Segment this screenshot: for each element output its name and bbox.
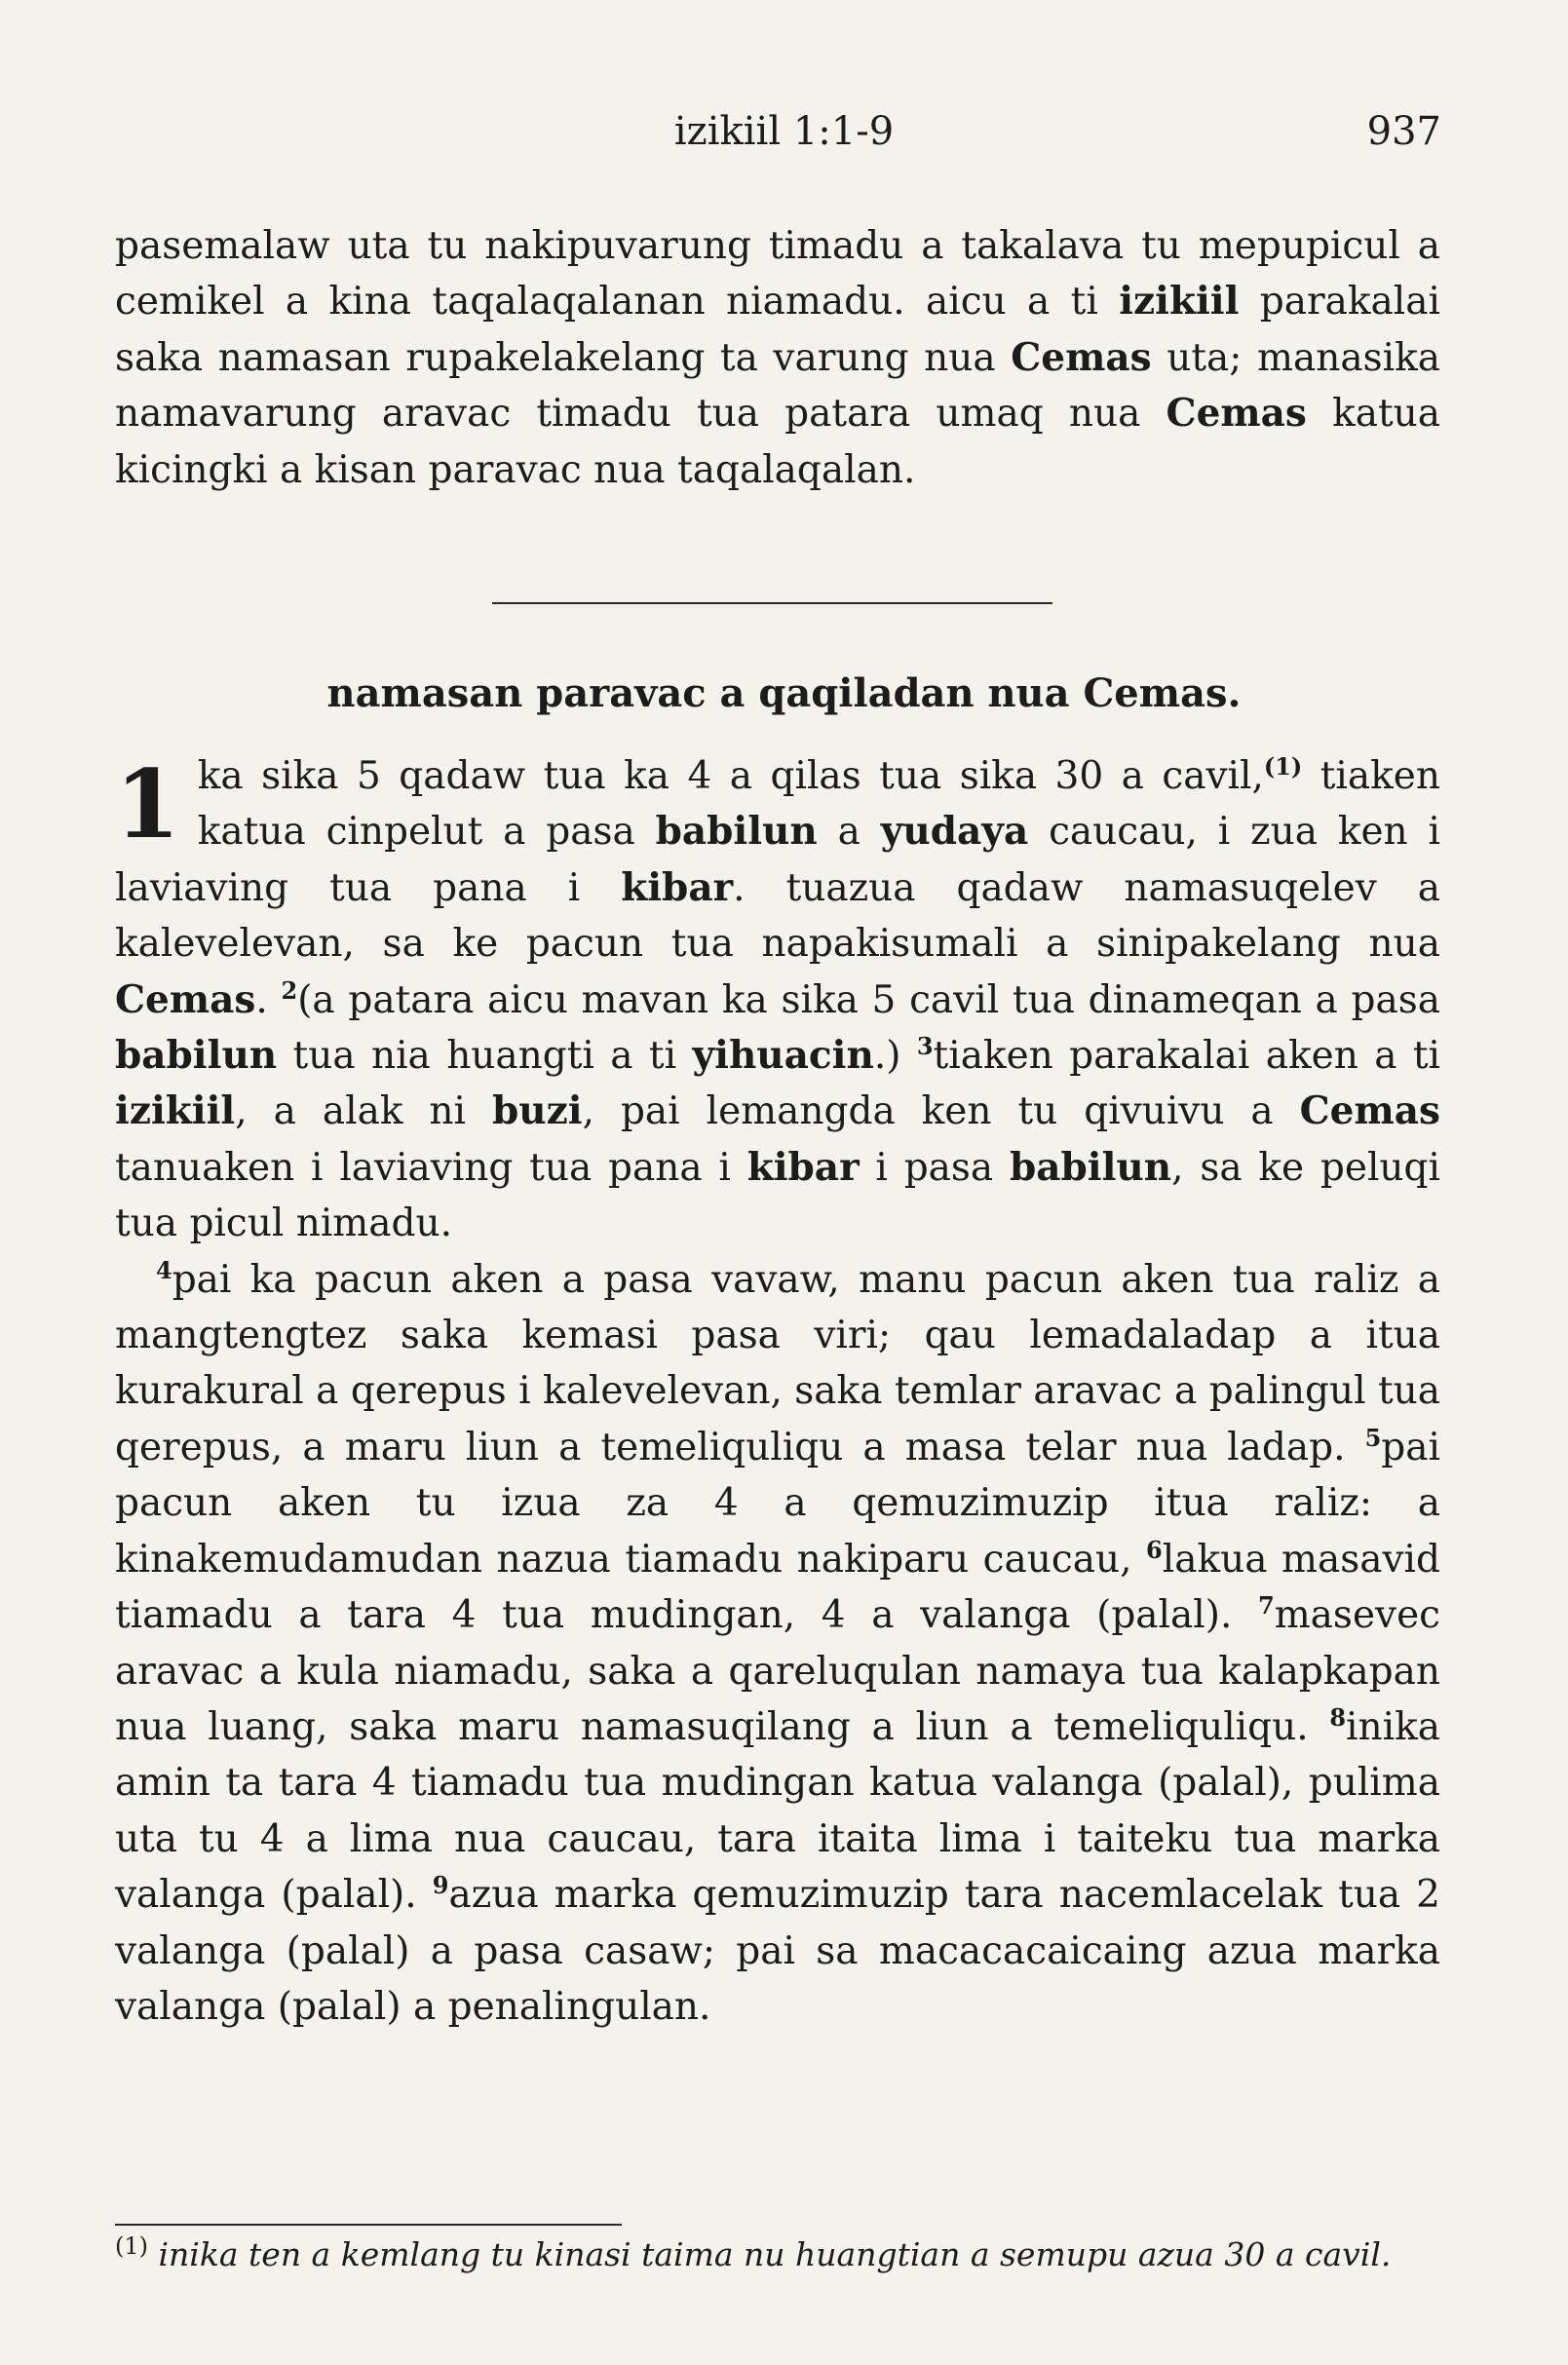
text-run: , sa ke peluqi tua picul nimadu. bbox=[115, 1145, 1440, 1246]
bold-term: buzi bbox=[491, 1088, 583, 1134]
footnote-marker: (1) bbox=[115, 2232, 148, 2260]
text-run: tiaken katua cinpelut a pasa bbox=[197, 754, 1440, 855]
bold-term: babilun bbox=[115, 1033, 278, 1079]
verse-number: 6 bbox=[1146, 1535, 1163, 1564]
text-run: tua nia huangti a ti bbox=[277, 1034, 693, 1079]
verse-number: 9 bbox=[432, 1871, 449, 1900]
bold-term: izikiil bbox=[115, 1088, 236, 1134]
verse-number: 7 bbox=[1258, 1591, 1275, 1621]
text-run: , a alak ni bbox=[235, 1089, 492, 1134]
bold-term: babilun bbox=[1009, 1144, 1172, 1190]
bold-term: yihuacin bbox=[692, 1033, 874, 1079]
verse-number: 5 bbox=[1364, 1423, 1382, 1452]
text-run: ka sika 5 qadaw tua ka 4 a qilas tua sika 30 a cavil, bbox=[197, 754, 1264, 798]
text-run: . bbox=[255, 977, 282, 1022]
text-run: tiaken parakalai aken a ti bbox=[933, 1034, 1440, 1079]
text-run: .) bbox=[873, 1034, 917, 1079]
text-run: uta; manasika namavarung aravac timadu tua patara umaq nua bbox=[115, 335, 1440, 437]
chapter-number: 1 bbox=[115, 749, 180, 859]
bold-term: babilun bbox=[655, 809, 818, 855]
text-run: , pai lemangda ken tu qivuivu a bbox=[582, 1089, 1300, 1134]
text-run: pasemalaw uta tu nakipuvarung timadu a takalava tu mepupicul a cemikel a kina taqalaqalanan niamadu. aicu a ti bbox=[115, 224, 1440, 324]
text-run: inika amin ta tara 4 tiamadu tua mudingan katua valanga (palal), pulima uta tu 4 a lima nua caucau, tara itaita lima i taiteku tua marka valanga (palal). bbox=[115, 1704, 1440, 1918]
verse-number: 2 bbox=[281, 975, 298, 1005]
bold-term: kibar bbox=[621, 864, 734, 910]
footnote-rule bbox=[115, 2224, 622, 2226]
text-run: . tuazua qadaw namasuqelev a kalevelevan, sa ke pacun tua napakisumali a sinipakelang nua bbox=[115, 865, 1440, 967]
bold-term: Cemas bbox=[1011, 334, 1152, 380]
section-divider bbox=[492, 602, 1052, 604]
bold-term: yudaya bbox=[880, 809, 1029, 855]
text-run: pai pacun aken tu izua za 4 a qemuzimuzip itua raliz: a kinakemudamudan nazua tiamadu nakiparu caucau, bbox=[115, 1425, 1440, 1582]
page-number: 937 bbox=[1366, 109, 1441, 154]
bold-term: Cemas bbox=[1166, 391, 1307, 437]
verse-number: (1) bbox=[1263, 752, 1303, 781]
bold-term: Cemas bbox=[1299, 1088, 1440, 1134]
intro-paragraph bbox=[115, 218, 1440, 498]
text-run: pai ka pacun aken a pasa vavaw, manu pacun aken tua raliz a mangtengtez saka kemasi pasa viri; qau lemadaladap a itua kurakural a qerepus i kalevelevan, saka temlar aravac a palingul tua qerepus, a maru liun a temeliquliqu a masa telar nua ladap. bbox=[115, 1257, 1440, 1469]
verse-number: 8 bbox=[1329, 1702, 1347, 1732]
footnote-text: inika ten a kemlang tu kinasi taima nu huangtian a semupu azua 30 a cavil. bbox=[158, 2235, 1392, 2273]
text-run: a bbox=[817, 810, 881, 855]
bold-term: kibar bbox=[746, 1144, 860, 1190]
text-run: masevec aravac a kula niamadu, saka a qareluqulan namaya tua kalapkapan nua luang, saka maru namasuqilang a liun a temeliquliqu. bbox=[115, 1593, 1440, 1749]
bold-term: Cemas bbox=[115, 976, 256, 1022]
text-run: parakalai saka namasan rupakelakelang ta varung nua bbox=[115, 280, 1440, 380]
verse-paragraph-2 bbox=[115, 1252, 1440, 2036]
text-run: (a patara aicu mavan ka sika 5 cavil tua dinameqan a pasa bbox=[297, 977, 1441, 1022]
footnote bbox=[115, 2231, 1440, 2278]
text-run: caucau, i zua ken i laviaving tua pana i bbox=[115, 810, 1441, 910]
verse-number: 3 bbox=[916, 1032, 934, 1061]
text-run: katua kicingki a kisan paravac nua taqalaqalan. bbox=[115, 392, 1441, 492]
text-run: azua marka qemuzimuzip tara nacemlacelak tua 2 valanga (palal) a pasa casaw; pai sa macacacaicaing azua marka valanga (palal) a penalingulan. bbox=[115, 1873, 1440, 2029]
page-header bbox=[0, 109, 1568, 168]
text-run: tanuaken i laviaving tua pana i bbox=[115, 1145, 747, 1190]
chapter-body bbox=[115, 748, 1440, 2035]
text-run: i pasa bbox=[859, 1145, 1010, 1190]
verse-number: 4 bbox=[156, 1255, 172, 1284]
verse-paragraph-1 bbox=[115, 749, 1441, 1246]
bold-term: izikiil bbox=[1119, 279, 1240, 324]
running-title: izikiil 1:1-9 bbox=[673, 109, 895, 154]
section-heading: namasan paravac a qaqiladan nua Cemas. bbox=[326, 670, 1242, 716]
text-run: lakua masavid tiamadu a tara 4 tua mudingan, 4 a valanga (palal). bbox=[115, 1537, 1440, 1638]
